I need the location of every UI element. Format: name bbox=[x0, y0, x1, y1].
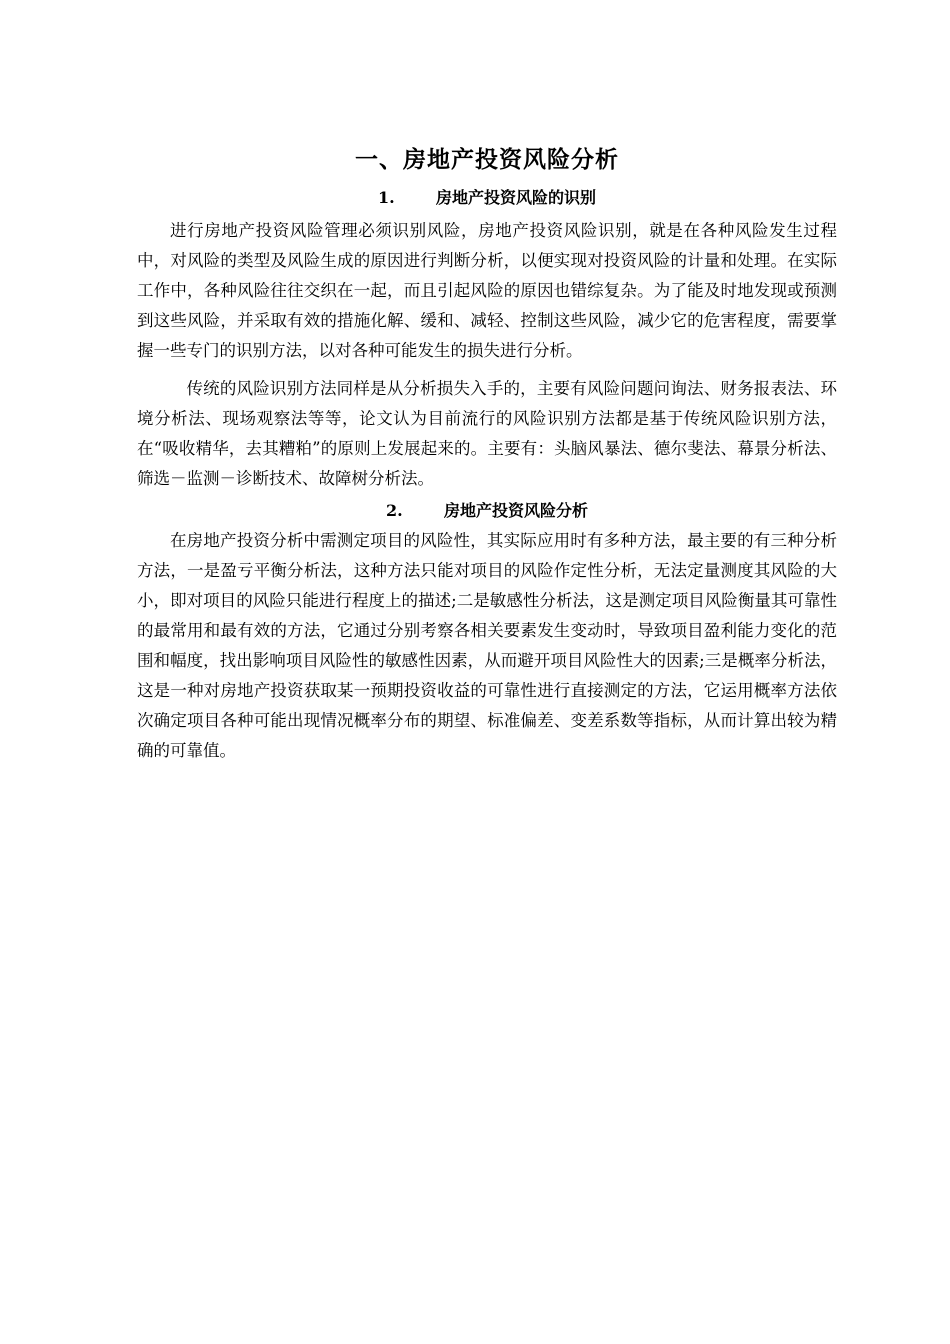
section-title-2: 房地产投资风险分析 bbox=[443, 501, 588, 520]
section-number-2: 2. bbox=[385, 501, 403, 520]
section-number-1: 1. bbox=[377, 188, 395, 207]
section-heading-2 bbox=[137, 496, 837, 526]
document-body bbox=[137, 140, 837, 766]
section-title-1: 房地产投资风险的识别 bbox=[435, 188, 596, 207]
page-title: 一、房地产投资风险分析 bbox=[355, 147, 619, 173]
paragraph-analysis-methods: 在房地产投资分析中需测定项目的风险性，其实际应用时有多种方法，最主要的有三种分析方法，一是盈亏平衡分析法，这种方法只能对项目的风险作定性分析，无法定量测度其风险的大小，即对项目的风险只能进行程度上的描述;二是敏感性分析法，这是测定项目风险衡量其可靠性的最常用和最有效的方法，它通过分别考察各相关要素发生变动时，导致项目盈利能力变化的范围和幅度，找出影响项目风险性的敏感性因素，从而避开项目风险性大的因素;三是概率分析法，这是一种对房地产投资获取某一预期投资收益的可靠性进行直接测定的方法，它运用概率方法依次确定项目各种可能出现情况概率分布的期望、标准偏差、变差系数等指标，从而计算出较为精确的可靠值。 bbox=[137, 531, 837, 760]
paragraph-identification-intro: 进行房地产投资风险管理必须识别风险，房地产投资风险识别，就是在各种风险发生过程中，对风险的类型及风险生成的原因进行判断分析，以便实现对投资风险的计量和处理。在实际工作中，各种风险往往交织在一起，而且引起风险的原因也错综复杂。为了能及时地发现或预测到这些风险，并采取有效的措施化解、缓和、减轻、控制这些风险，减少它的危害程度，需要掌握一些专门的识别方法，以对各种可能发生的损失进行分析。 bbox=[137, 221, 837, 360]
section-heading-1 bbox=[137, 183, 837, 213]
paragraph-identification-methods: 传统的风险识别方法同样是从分析损失入手的，主要有风险问题问询法、财务报表法、环境分析法、现场观察法等等，论文认为目前流行的风险识别方法都是基于传统风险识别方法，在“吸收精华，去其糟粕”的原则上发展起来的。主要有：头脑风暴法、德尔斐法、幕景分析法、筛选－监测－诊断技术、故障树分析法。 bbox=[137, 379, 837, 488]
